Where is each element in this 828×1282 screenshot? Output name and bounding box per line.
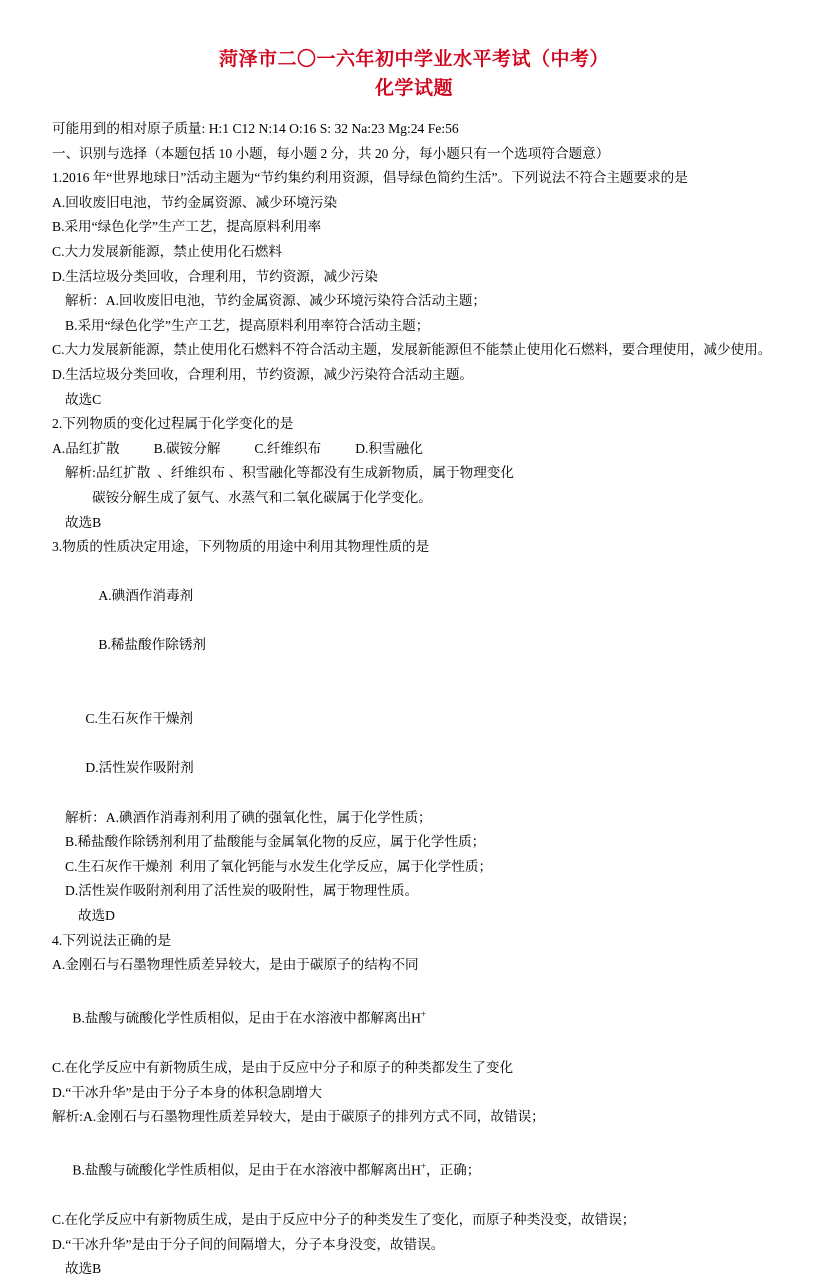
question-1-option-b: B.采用“绿色化学”生产工艺，提高原料利用率 [52, 219, 322, 235]
question-3-analysis-4: D.活性炭作吸附剂利用了活性炭的吸附性，属于物理性质。 [65, 883, 419, 899]
question-1-analysis-2: B.采用“绿色化学”生产工艺，提高原料利用率符合活动主题； [65, 317, 430, 333]
question-3-option-a: A.碘酒作消毒剂 [98, 588, 194, 604]
question-2-options: A.品红扩散 B.碳铵分解 C.纤维织布 D.积雪融化 [52, 440, 423, 456]
title-line-2: 化学试题 [374, 78, 453, 99]
title-line-1: 菏泽市二〇一六年初中学业水平考试（中考） [218, 49, 609, 70]
question-4-analysis-2-superscript: + [420, 1161, 426, 1172]
question-3-option-d: D.活性炭作吸附剂 [85, 760, 194, 776]
question-4-analysis-4: D.“干冰升华”是由于分子间的间隔增大，分子本身没变，故错误。 [52, 1236, 445, 1252]
question-4-option-c: C.在化学反应中有新物质生成，是由于反应中分子和原子的种类都发生了变化 [52, 1060, 514, 1076]
question-3-analysis-3: C.生石灰作干燥剂 利用了氧化钙能与水发生化学反应，属于化学性质； [65, 858, 493, 874]
question-1-stem: 1.2016 年“世界地球日”活动主题为“节约集约利用资源，倡导绿色简约生活”。下列说法不符合主题要求的是 [52, 170, 688, 186]
question-2-analysis-2: 碳铵分解生成了氨气、水蒸气和二氧化碳属于化学变化。 [92, 489, 432, 505]
section-heading: 一、识别与选择（本题包括 10 小题，每小题 2 分，共 20 分，每小题只有一个选项符合题意） [52, 145, 610, 161]
question-1-analysis-3: C.大力发展新能源，禁止使用化石燃料不符合活动主题，发展新能源但不能禁止使用化石燃料，要合理使用，减少使用。 [52, 342, 772, 358]
question-1-option-d: D.生活垃圾分类回收，合理利用，节约资源，减少污染 [52, 268, 378, 284]
question-4-analysis-1: 解析:A.金刚石与石墨物理性质差异较大，是由于碳原子的排列方式不同，故错误； [52, 1109, 545, 1125]
question-3-analysis-1: 解析：A.碘酒作消毒剂利用了碘的强氧化性，属于化学性质； [65, 809, 432, 825]
question-4-stem: 4.下列说法正确的是 [52, 932, 171, 948]
question-3-stem: 3.物质的性质决定用途，下列物质的用途中利用其物理性质的是 [52, 539, 430, 555]
question-1-option-c: C.大力发展新能源，禁止使用化石燃料 [52, 243, 282, 259]
question-3-options-row-2 [52, 683, 776, 806]
question-3-analysis-2: B.稀盐酸作除锈剂利用了盐酸能与金属氧化物的反应，属于化学性质； [65, 834, 486, 850]
document-body [52, 117, 776, 1282]
question-1-answer: 故选C [65, 391, 102, 407]
question-3-option-c: C.生石灰作干燥剂 [85, 711, 194, 727]
question-3-option-b: B.稀盐酸作除锈剂 [98, 637, 207, 653]
question-4-option-b-superscript: + [420, 1009, 426, 1020]
question-4-answer: 故选B [65, 1261, 102, 1277]
question-1-option-a: A.回收废旧电池，节约金属资源、减少环境污染 [52, 194, 338, 210]
question-2-analysis-1: 解析:品红扩散 、纤维织布 、积雪融化等都没有生成新物质，属于物理变化 [65, 465, 514, 481]
question-4-analysis-3: C.在化学反应中有新物质生成，是由于反应中分子的种类发生了变化，而原子种类没变，故错误； [52, 1212, 636, 1228]
question-1-analysis-1: 解析：A.回收废旧电池，节约金属资源、减少环境污染符合活动主题； [65, 293, 487, 309]
question-4-analysis-2 [52, 1130, 776, 1208]
question-2-stem: 2.下列物质的变化过程属于化学变化的是 [52, 416, 294, 432]
document-title [52, 46, 776, 103]
question-3-answer: 故选D [78, 908, 116, 923]
atomic-mass-line: 可能用到的相对原子质量: H:1 C12 N:14 O:16 S: 32 Na:23 Mg:24 Fe:56 [52, 121, 459, 136]
question-4-option-a: A.金刚石与石墨物理性质差异较大，是由于碳原子的结构不同 [52, 957, 419, 973]
question-4-option-d: D.“干冰升华”是由于分子本身的体积急剧增大 [52, 1084, 322, 1100]
question-4-analysis-2-text: B.盐酸与硫酸化学性质相似，足由于在水溶液中都解离出H [72, 1163, 421, 1178]
question-3-options-row-1 [52, 560, 776, 683]
question-1-analysis-4: D.生活垃圾分类回收，合理利用，节约资源，减少污染符合活动主题。 [52, 366, 474, 382]
question-4-analysis-2-tail: ，正确； [426, 1163, 481, 1178]
question-4-option-b [52, 978, 776, 1056]
question-2-answer: 故选B [65, 514, 102, 530]
question-4-option-b-text: B.盐酸与硫酸化学性质相似，足由于在水溶液中都解离出H [72, 1010, 421, 1026]
